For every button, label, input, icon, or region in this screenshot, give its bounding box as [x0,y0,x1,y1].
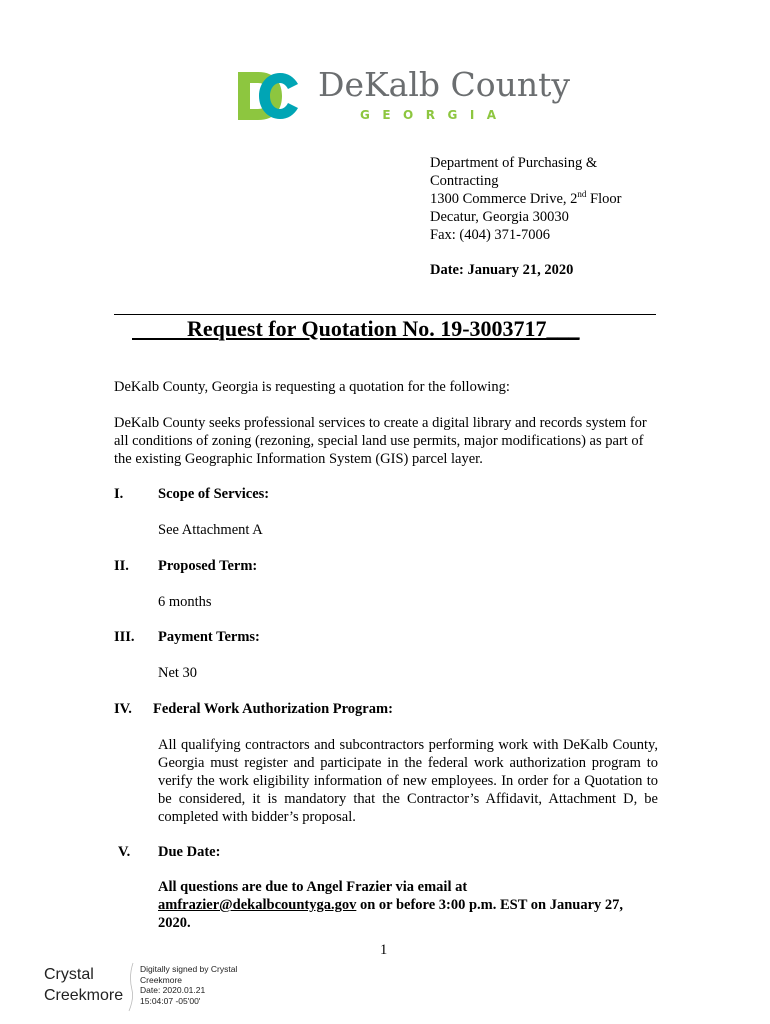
page-title: Request for Quotation No. 19-3003717___ [187,316,580,341]
address-line: Contracting [430,173,499,189]
section-body-fwap: All qualifying contractors and subcontractors performing work with DeKalb County, Georgia must register and participate in the federal work authorization program to verify the work eligibility information of new employees. In order for a Quotation to be considered, it is mandatory that the Contractor’s Affidavit, Attachment D, be completed with bidder’s proposal. [158,737,658,825]
address-line: Decatur, Georgia 30030 [430,209,569,225]
section-heading-scope: Scope of Services: [158,486,270,502]
email-link[interactable]: amfrazier@dekalbcountyga.gov [158,897,357,913]
digital-signature-info: Digitally signed by Crystal Creekmore Date: 2020.01.21 15:04:07 -05'00' [140,964,238,1006]
due-date-paragraph: All questions are due to Angel Frazier via email at amfrazier@dekalbcountyga.gov on or before 3:00 p.m. EST on January 27, 2020. [158,879,624,931]
page-number: 1 [380,942,388,958]
section-number: II. [114,558,129,574]
section-body-scope: See Attachment A [158,522,263,538]
signature-divider-icon [128,962,134,1012]
address-line: 1300 Commerce Drive, 2nd Floor [430,189,622,207]
description-paragraph: DeKalb County seeks professional services to create a digital library and records system for all conditions of zoning (rezoning, special land use permits, major modifications) as part of the existing Geographic Information System (GIS) parcel layer. [114,415,647,467]
section-number: I. [114,486,124,502]
section-number: V. [118,844,131,860]
intro-paragraph: DeKalb County, Georgia is requesting a quotation for the following: [114,379,510,395]
document-date: Date: January 21, 2020 [430,262,574,278]
section-body-payment: Net 30 [158,665,198,681]
signature-name: Crystal Creekmore [44,966,124,1004]
section-heading-term: Proposed Term: [158,558,258,574]
section-heading-payment: Payment Terms: [158,629,260,645]
address-line: Department of Purchasing & [430,155,598,171]
logo-county-name: DeKalb County [318,65,571,104]
title-rule [114,314,656,315]
logo-state-name: GEORGIA [360,108,509,122]
section-body-term: 6 months [158,594,212,610]
section-number: IV. [114,701,132,717]
section-heading-fwap: Federal Work Authorization Program: [153,701,393,717]
section-number: III. [114,629,135,645]
fax-line: Fax: (404) 371-7006 [430,227,551,243]
address-block [430,154,621,244]
dekalb-county-logo-icon [236,68,300,124]
section-heading-due-date: Due Date: [158,844,221,860]
